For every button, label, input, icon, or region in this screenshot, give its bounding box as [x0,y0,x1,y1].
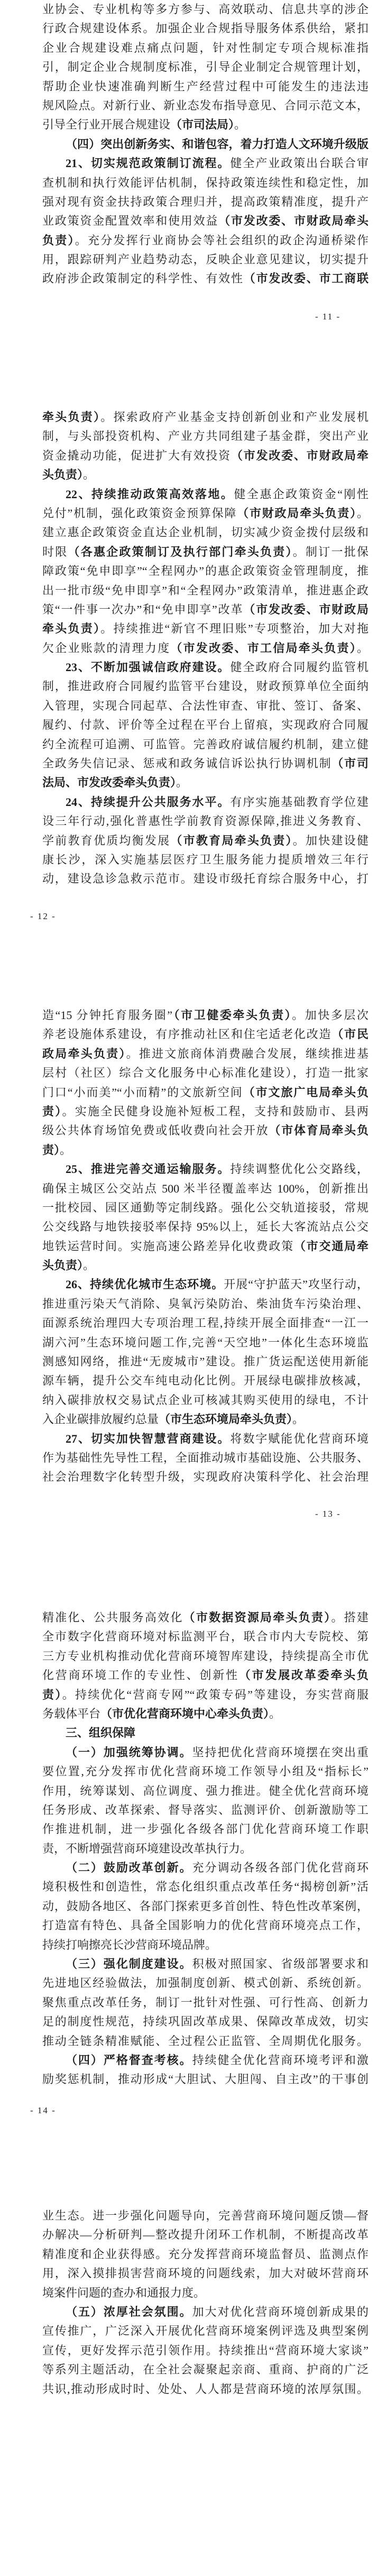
text-segment: 湖六河”生态环境问题工作,完善“天空地”一体化生态环境监 [42,1335,368,1349]
page-number: - 14 - [30,2105,56,2115]
text-segment: 三方专业机构推动优化营商环境智库建设，持续提高全市优 [42,1649,368,1663]
text-line [42,2012,368,2031]
text-segment: 全政务失信记录、惩戒和政务诚信诉讼执行协调机制 [42,757,332,771]
text-segment: 聚焦重点改革任务，制订一批针对性强、可行性高、创新力 [42,1995,368,2009]
text-segment: 用，跟踪研判产业趋势动态，反映企业意见建议，切实提升 [42,253,368,267]
text-line [42,1449,368,1468]
text-line [42,1936,368,1955]
text-segment: 推进重污染天气消除、臭氧污染防治、柴油货车污染治理、 [42,1297,368,1310]
text-segment: 务载体平台 [42,1707,101,1720]
text-segment: 引，制定企业合规制度标准，引导企业制定合规管理计划， [42,60,368,74]
text-segment: 。 [60,1143,72,1157]
text-segment-bold: 27、切实加快智慧营商建设。 [66,1432,231,1445]
text-line [42,1955,368,1974]
text-segment: 业政策资金配置效率和使用效益 [42,214,219,228]
text-segment: 健全政府合同履约监管机 [230,661,368,674]
text-segment: 开展“守护蓝天”攻坚行动， [224,1278,368,1291]
text-segment: 推动全链条精准赋能、全过程公正监管、全周期优化服务。 [42,2034,368,2048]
text-segment-bold: （市民 [331,1028,368,1041]
text-line [42,773,368,792]
text-segment: 测感知网络，推进“无废城市”建设。推广货运配送使用新能 [42,1355,368,1369]
text-line [42,831,368,850]
text-line [42,581,368,600]
text-segment: 等系列主题活动，在全社会凝聚起亲商、重商、护商的广泛 [42,2363,368,2377]
text-line [42,2284,368,2303]
text-segment: 查机制和执行效能评估机制，保持政策连续性和稳定性，加 [42,176,368,189]
text-line [42,2245,368,2264]
text-segment: 动，鼓励各地区、各部门探索更多首创性、特色性改革案例， [42,1899,368,1913]
text-segment-bold: 牵头负责） [42,622,101,636]
text-line [42,1064,368,1083]
text-line [42,77,368,96]
text-line [42,1295,368,1314]
text-segment-bold: 负责） [42,233,75,247]
page-body-14 [42,1608,368,2089]
text-segment-bold: 责） [42,1688,62,1701]
text-segment: 业协会、专业机构等多方参与、高效联动、信息共享的涉企 [42,3,368,16]
text-line [42,1685,368,1704]
text-segment: 造“15 分钟托育服务圈” [42,1009,173,1022]
text-segment-bold: （市教育局牵头负责） [170,833,293,847]
text-segment: 入管理，实现合同起草、合法性审查、审批、签订、备案、 [42,699,368,712]
text-segment: 。 [83,1259,95,1272]
text-segment: 入企业碳排放履约总量 [42,1413,159,1426]
text-line [42,250,368,269]
text-line [42,869,368,888]
text-segment: 坚持把优化营商环境摆在突出重 [192,1745,368,1759]
text-segment: 责，不断增强营商环境建设改革执行力。 [42,1841,252,1855]
text-segment: 。 [83,468,95,482]
text-line [42,1352,368,1371]
text-line [42,2225,368,2244]
text-line [42,1256,368,1275]
text-line [42,696,368,716]
text-segment-bold: 22、持续推动政策高效落地。 [66,487,234,501]
text-line [42,562,368,581]
text-segment: 门口“小而美”“小而精”的文旅新空间 [42,1085,243,1099]
text-segment: 政府涉企政策制定的科学性、有效性 [42,272,244,286]
text-segment: 。加快多层次 [292,1009,368,1022]
text-segment-bold: 牵头负责） [42,410,101,424]
text-segment: 持续调整优化公交路线， [230,1162,368,1176]
text-segment: 动，建设急诊急救示范市。建设市级托育综合服务中心，打 [42,872,368,886]
text-segment: 持续打响擦亮长沙营商环境品牌。 [42,1938,217,1951]
text-segment: 养老设施体系建设，有序推动社区和住宅适老化改造 [42,1028,332,1041]
text-segment: 积极对照国家、省级部署要求和 [192,1957,368,1971]
text-segment: 宣传，更好发挥示范引领作用。持续推出“营商环境大家谈” [42,2343,368,2357]
text-segment: 打造富有特色、具备全国影响力的优化营商环境亮点工作， [42,1919,368,1932]
text-segment: 。 [269,1707,281,1720]
text-segment: 地铁运营时间。实施高速公路差异化收费政策 [42,1239,294,1253]
text-segment: 制，与头部投资机构、产业方共同组建子基金群，突出产业 [42,429,368,443]
text-segment-bold: 21、切实规范政策制订流程。 [66,157,231,170]
text-segment: 级公共体育场馆免费或低收费向社会开放 [42,1124,269,1138]
page-body-15 [42,2206,368,2399]
text-segment: 业生态。进一步强化问题导向，完善营商环境问题反馈—督 [42,2209,368,2222]
page-body-11 [42,0,368,289]
text-segment: 将数字赋能优化营商环境 [230,1432,368,1445]
text-line [42,1743,368,1762]
text-line [42,212,368,231]
text-line [42,543,368,562]
text-segment-bold: （市发改委、市财政局 [243,602,368,616]
text-line [42,793,368,812]
text-line [42,1410,368,1429]
text-segment: 。搭建 [331,1611,368,1624]
text-segment-bold: （市数据资源局牵头负责） [183,1611,331,1624]
text-segment: 。实施全民健身设施补短板工程，支持和鼓励市、县两 [62,1104,368,1118]
text-line [42,1916,368,1935]
text-line [42,465,368,484]
text-segment-bold: （四）突出创新务实、和谐包容，着力打造人文环境升级版 [66,137,368,151]
text-line [42,173,368,192]
text-line [42,2264,368,2283]
text-line [42,1237,368,1256]
page-body-13 [42,1006,368,1487]
text-segment: 。 [234,118,246,132]
text-line [42,2341,368,2360]
text-line [42,1217,368,1236]
text-line [42,446,368,465]
text-segment: 兑付”机制，强化政策资金预算保障 [42,506,237,520]
text-line [42,1371,368,1390]
text-segment: 有序实施基础教育学位建 [230,795,368,809]
page-number: - 13 - [315,1509,341,1519]
text-segment-bold: 责） [42,1104,62,1118]
text-segment: 欠企业账款的清理力度 [42,641,171,655]
text-segment: 规风险点。对新行业、新业态发布指导意见、合同示范文本， [42,98,368,112]
text-line [42,1025,368,1044]
text-segment: 确保主城区公交站点 500 米半径覆盖率达 100%，创新推出 [42,1181,368,1195]
text-line [42,1160,368,1179]
text-segment-bold: （市生态环境局牵头负责） [159,1413,293,1426]
text-segment: 出一批市级“免申即享”和“全程网办”政策清单，推进惠企政 [42,583,368,597]
text-line [42,58,368,77]
text-line [42,639,368,658]
text-line [42,1179,368,1198]
text-line [42,1468,368,1487]
text-line [42,754,368,773]
text-segment-bold: （市发改委、市财政局牵头 [218,214,368,228]
text-segment: 制，推进政府合同履约监管平台建设，财政预算单位全面纳 [42,680,368,693]
text-segment: 履约、付款、评价等全过程在平台上留痕，实现政府合同履 [42,718,368,732]
text-segment: 面源系统治理四大专项治理工程,持续开展全面排查“一江一 [42,1316,368,1330]
text-line [42,269,368,288]
text-segment-bold: 头负责） [42,1259,84,1272]
text-line [42,1044,368,1064]
text-segment: 。持续优化“营商专网”“政策专码”等建设，夯实营商服 [62,1688,368,1701]
text-segment-bold: 25、推进完善交通运输服务。 [66,1162,231,1176]
text-line [42,600,368,619]
text-line [42,2380,368,2399]
text-segment: 励奖惩机制，推动形成“大胆试、大胆闯、自主改”的干事创 [42,2073,368,2086]
text-segment-bold: （市交通局牵 [293,1239,368,1253]
text-segment-bold: （市司 [331,757,368,771]
text-segment: 层村（社区）综合文化服务中心标准化建设），打造一批家 [42,1066,368,1080]
text-line [42,504,368,523]
text-segment: 。 [356,641,368,655]
text-segment: 足的制度性规范，持续巩固改革成果、保障改革成效，切实 [42,2015,368,2029]
text-segment-bold: （五）浓厚社会氛围。 [66,2305,192,2318]
text-line [42,1006,368,1025]
text-segment: 企业合规建设难点痛点问题，针对性制定专项合规标准指 [42,41,368,54]
text-segment: 。充分发挥行业商协会等社会组织的政企沟通桥梁作 [75,233,368,247]
text-line [42,192,368,212]
text-line [42,1897,368,1916]
text-segment-bold: 责） [42,1143,60,1157]
text-line [42,1762,368,1781]
text-line [42,1333,368,1352]
text-segment-bold: 法局、市发改委牵头负责） [42,776,177,790]
text-segment: 资金撬动功能，促进扩大有效投资 [42,448,231,462]
text-segment: 先进地区经验做法，加强制度创新、模式创新、系统创新。 [42,1976,368,1990]
text-segment: 作用，统筹谋划、高位调度、强力推进。健全优化营商环境 [42,1784,368,1798]
text-segment-bold: （市发改委、市工信局牵头负责） [170,641,357,655]
text-line [42,1391,368,1410]
text-segment: 。 [176,776,188,790]
text-line [42,1102,368,1121]
text-line [42,2032,368,2051]
text-segment: 用，深入摸排损害营商环境的问题线索，加大对破坏营商环 [42,2267,368,2280]
text-segment: 共识,推动形成时时、处处、人人都是营商环境的浓厚氛围。 [42,2382,368,2396]
text-line [42,2051,368,2070]
text-segment: 一批校园、园区通勤等定制线路。强化公交轨道接驳，常规 [42,1200,368,1214]
text-segment-bold: 头负责） [42,468,84,482]
text-segment: 境积极性和创造性，常态化组织重点改革任务“揭榜创新”活 [42,1880,368,1894]
text-line [42,96,368,115]
text-line [42,2070,368,2089]
page-number: - 11 - [315,311,341,322]
text-line [42,1801,368,1820]
text-segment: 建立惠企政策资金直达企业机制，切实减少资金拨付层级和 [42,526,368,539]
text-line [42,619,368,638]
text-segment: 障政策“免申即享”“全程网办”的惠企政策资金管理制度，推 [42,564,368,578]
text-segment-bold: （市卫健委牵头负责） [172,1009,292,1022]
text-line [42,812,368,831]
text-segment: 行政合规建设体系。加强企业合规指导服务体系供给，紧扣 [42,22,368,35]
text-segment: 。 [292,1413,305,1426]
text-segment-bold: （市发改委、市财政局牵 [231,448,368,462]
text-line [42,1974,368,1993]
text-line [42,1704,368,1724]
text-segment: 宣传推广，广泛深入开展优化营商环境案例评选及典型案例 [42,2324,368,2338]
text-segment: 办解决—分析研判—整改提升闭环工作机制，不断提高改革 [42,2228,368,2242]
text-segment-bold: （三）强化制度建设。 [66,1957,192,1971]
text-line [42,1198,368,1217]
text-segment-bold: （四）严格督查考核。 [66,2053,192,2067]
text-line [42,1121,368,1140]
text-segment: 化营商环境工作的专业性、创新性 [42,1669,239,1682]
text-segment-bold: （一）加强统筹协调。 [66,1745,192,1759]
text-segment: 约全流程可追溯、可监管。完善政府诚信履约机制，建立健 [42,737,368,751]
text-line [42,19,368,38]
text-segment: 作推进机制，进一步强化各级各部门优化营商环境工作职 [42,1822,368,1836]
text-line [42,154,368,173]
text-line [42,1782,368,1801]
text-line [42,1877,368,1896]
text-line [42,1647,368,1666]
text-segment-bold: 政局牵头负责） [42,1047,126,1060]
text-line [42,408,368,427]
page-body-12 [42,408,368,889]
text-line [42,1993,368,2012]
text-segment-bold: （市体育局牵头负 [269,1124,368,1138]
text-segment: 加大对优化营商环境创新成果的 [192,2305,368,2318]
text-segment-bold: （市文旅广电局牵头负 [243,1085,368,1099]
text-line [42,716,368,735]
page-number: - 12 - [30,911,56,921]
text-line [42,135,368,154]
text-line [42,1314,368,1333]
text-line [42,1141,368,1160]
text-segment: 精准化、公共服务高效化 [42,1611,183,1624]
text-line [42,2322,368,2341]
text-segment: 源车辆，提升公交车纯电动化比例。开展绿电碳排放核减， [42,1374,368,1388]
text-segment: 作为基础性先导性工程，全面推动城市基础设施、公共服务、 [42,1451,368,1464]
text-line [42,39,368,58]
text-line [42,1275,368,1294]
text-segment: 社会治理数字化转型升级，实现政府决策科学化、社会治理 [42,1470,368,1484]
text-line [42,2360,368,2379]
text-segment: 充分调动各级各部门优化营商环 [192,1861,368,1875]
text-segment-bold: （二）鼓励改革创新。 [66,1861,192,1875]
text-line [42,1608,368,1627]
text-segment: 帮助企业快速准确判断生产经营过程中可能发生的违法违 [42,79,368,93]
text-segment: 。 [356,506,368,520]
text-segment: 引导全行业开展合规建设 [42,118,171,132]
text-line [42,735,368,754]
text-line [42,2206,368,2225]
text-segment: 。制订一批保 [292,545,368,558]
text-line [42,523,368,542]
text-line [42,1839,368,1858]
text-segment-bold: 26、持续优化城市生态环境。 [66,1278,224,1291]
text-segment-bold: （各惠企政策制订及执行部门牵头负责） [68,545,293,558]
text-segment: 。推进文旅商体消费融合发展，继续推进基 [126,1047,368,1060]
text-line [42,0,368,19]
text-segment: 。探索政府产业基金支持创新创业和产业发展机 [100,410,368,424]
text-segment: 全市数字化营商环境对标监测平台，联合市内大专院校、第 [42,1630,368,1644]
text-segment: 健全产业政策出台联合审 [230,157,368,170]
text-line [42,850,368,869]
text-segment-bold: （市发改委、市工商联 [243,272,368,286]
text-segment-bold: 三、组织保障 [66,1726,136,1740]
text-segment: 境案件问题的查办和通报力度。 [42,2286,206,2299]
text-line [42,1724,368,1743]
text-segment: 纳入碳排放权交易试点企业可核减其购买使用的绿电，不计 [42,1393,368,1407]
text-segment: 策“一件事一次办”和“免申即享”改革 [42,602,244,616]
text-line [42,1666,368,1685]
text-line [42,1429,368,1449]
text-line [42,677,368,696]
text-segment: 公交线路与地铁接驳率保持 95%以上，延长大客流站点公交 [42,1220,368,1234]
text-segment: 康长沙，深入实施基层医疗卫生服务能力提质增效三年行 [42,852,368,866]
text-segment-bold: 24、持续提升公共服务水平。 [66,795,231,809]
text-line [42,1083,368,1102]
text-line [42,485,368,504]
text-segment-bold: 23、不断加强诚信政府建设。 [66,661,231,674]
text-segment: 健全惠企政策资金“刚性 [234,487,368,501]
text-segment-bold: （市发展改革委牵头负 [238,1669,368,1682]
text-segment-bold: （市财政局牵头负责） [237,506,357,520]
text-segment: 设三年行动,强化普惠性学前教育资源保障,推进义务教育、 [42,814,368,828]
text-line [42,1820,368,1839]
text-line [42,231,368,250]
text-line [42,2303,368,2322]
text-line [42,115,368,134]
text-line [42,658,368,677]
text-segment-bold: （市优化营商环境中心牵头负责） [100,1707,270,1720]
text-segment: 。持续推进“新官不理旧账”专项整治，加大对拖 [100,622,368,636]
text-segment: 任务形成、改革探索、督导落实、监测评价、创新激励等工 [42,1803,368,1817]
text-segment: 。加快建设健 [292,833,368,847]
text-segment: 要位置,充分发挥市优化营商环境工作领导小组及“指标长” [42,1765,368,1779]
text-line [42,1858,368,1877]
text-segment: 强对现有资金扶持政策合理归并，提高政策精准度，提升产 [42,195,368,208]
text-segment-bold: （市司法局） [170,118,235,132]
text-segment: 持续健全优化营商环境考评和激 [192,2053,368,2067]
text-segment: 学前教育优质均衡发展 [42,833,171,847]
text-line [42,1627,368,1646]
text-segment: 时限 [42,545,68,558]
text-segment: 精准度和企业获得感。充分发挥营商环境监督员、监测点作 [42,2247,368,2261]
text-line [42,427,368,446]
